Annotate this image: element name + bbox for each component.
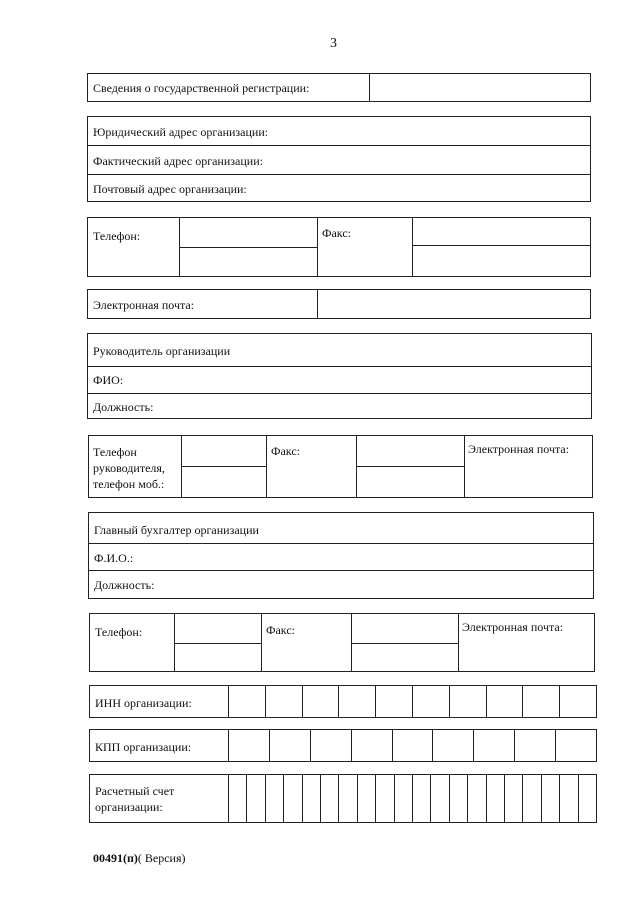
account-digit-cell-10[interactable] xyxy=(394,775,412,822)
org-phone-fax-block xyxy=(87,217,591,277)
inn-digit-cell-4[interactable] xyxy=(338,686,375,717)
org-email-label: Электронная почта: xyxy=(93,298,195,312)
account-digit-cell-15[interactable] xyxy=(486,775,504,822)
account-digit-cell-17[interactable] xyxy=(522,775,540,822)
head-phone-label: Телефон руководителя, телефон моб.: xyxy=(93,445,165,491)
inn-digit-cell-3[interactable] xyxy=(302,686,339,717)
account-digit-cell-20[interactable] xyxy=(578,775,596,822)
account-digit-cell-3[interactable] xyxy=(265,775,283,822)
account-label: Расчетный счет организации: xyxy=(95,784,175,814)
legal-address-field[interactable] xyxy=(88,117,590,145)
accountant-phone-label: Телефон: xyxy=(95,625,143,639)
org-phone-field-1[interactable] xyxy=(180,218,317,247)
head-position-label: Должность: xyxy=(93,400,154,414)
head-fax-field-2[interactable] xyxy=(357,467,464,497)
inn-row xyxy=(89,685,597,718)
org-email-field[interactable] xyxy=(318,290,590,318)
account-digit-cell-16[interactable] xyxy=(504,775,522,822)
org-phone-label: Телефон: xyxy=(93,229,141,243)
accountant-position-field[interactable] xyxy=(89,571,593,598)
account-digit-cell-1[interactable] xyxy=(228,775,246,822)
head-position-field[interactable] xyxy=(88,394,591,418)
accountant-fax-field-2[interactable] xyxy=(352,644,458,671)
kpp-label: КПП организации: xyxy=(95,740,192,754)
accountant-title: Главный бухгалтер организации xyxy=(94,523,259,537)
inn-digit-cell-6[interactable] xyxy=(412,686,449,717)
inn-digit-cell-9[interactable] xyxy=(522,686,559,717)
head-name-label: ФИО: xyxy=(93,373,124,387)
accountant-block xyxy=(88,512,594,599)
state-registration-label: Сведения о государственной регистрации: xyxy=(93,81,310,95)
inn-digit-cell-8[interactable] xyxy=(486,686,523,717)
kpp-digit-cell-2[interactable] xyxy=(269,730,310,761)
account-digit-cell-6[interactable] xyxy=(320,775,338,822)
inn-digit-cell-7[interactable] xyxy=(449,686,486,717)
form-code-number: 00491(п) xyxy=(93,851,138,865)
page-number: 3 xyxy=(330,36,337,51)
accountant-name-label: Ф.И.О.: xyxy=(94,551,134,565)
actual-address-label: Фактический адрес организации: xyxy=(93,154,263,168)
account-digit-cell-12[interactable] xyxy=(430,775,448,822)
head-fax-field-1[interactable] xyxy=(357,436,464,466)
head-email-field[interactable] xyxy=(465,436,592,497)
form-code xyxy=(93,851,186,866)
account-digit-cell-8[interactable] xyxy=(357,775,375,822)
postal-address-label: Почтовый адрес организации: xyxy=(93,182,247,196)
postal-address-field[interactable] xyxy=(88,175,590,202)
inn-digit-cell-5[interactable] xyxy=(375,686,412,717)
head-fax-label: Факс: xyxy=(271,444,300,458)
org-fax-field-1[interactable] xyxy=(413,218,590,245)
head-contacts-block xyxy=(88,435,593,498)
kpp-digit-cell-1[interactable] xyxy=(228,730,269,761)
account-digit-cell-7[interactable] xyxy=(338,775,356,822)
accountant-fax-label: Факс: xyxy=(266,623,295,637)
account-digit-cell-13[interactable] xyxy=(449,775,467,822)
inn-digit-cell-1[interactable] xyxy=(228,686,265,717)
kpp-digit-cell-8[interactable] xyxy=(514,730,555,761)
head-name-field[interactable] xyxy=(88,367,591,393)
account-digit-cell-18[interactable] xyxy=(541,775,559,822)
state-registration-row xyxy=(87,73,591,102)
account-digit-cell-14[interactable] xyxy=(467,775,485,822)
kpp-digit-cell-6[interactable] xyxy=(432,730,473,761)
head-phone-field-1[interactable] xyxy=(182,436,266,466)
accountant-contacts-block xyxy=(89,613,595,672)
account-digit-cell-9[interactable] xyxy=(375,775,393,822)
state-registration-field[interactable] xyxy=(370,74,590,101)
inn-label: ИНН организации: xyxy=(95,696,192,710)
accountant-name-field[interactable] xyxy=(89,544,593,570)
legal-address-label: Юридический адрес организации: xyxy=(93,125,269,139)
actual-address-field[interactable] xyxy=(88,146,590,174)
form-version: ( Версия) xyxy=(137,851,186,865)
account-digit-cell-4[interactable] xyxy=(283,775,301,822)
inn-digit-cell-10[interactable] xyxy=(559,686,596,717)
kpp-digit-cell-4[interactable] xyxy=(351,730,392,761)
account-digit-cell-2[interactable] xyxy=(246,775,264,822)
org-email-row xyxy=(87,289,591,319)
head-block xyxy=(87,333,592,419)
kpp-digit-cell-9[interactable] xyxy=(555,730,596,761)
account-digit-cell-19[interactable] xyxy=(559,775,577,822)
account-digit-cell-11[interactable] xyxy=(412,775,430,822)
head-title: Руководитель организации xyxy=(93,344,231,358)
kpp-row xyxy=(89,729,597,762)
accountant-email-field[interactable] xyxy=(459,614,594,671)
head-phone-field-2[interactable] xyxy=(182,467,266,497)
head-email-label: Электронная почта: xyxy=(468,442,570,456)
addresses-block xyxy=(87,116,591,202)
account-row xyxy=(89,774,597,823)
account-digit-cell-5[interactable] xyxy=(302,775,320,822)
accountant-position-label: Должность: xyxy=(94,578,155,592)
accountant-fax-field-1[interactable] xyxy=(352,614,458,643)
kpp-digit-cell-5[interactable] xyxy=(392,730,433,761)
accountant-email-label: Электронная почта: xyxy=(462,620,564,634)
kpp-digit-cell-3[interactable] xyxy=(310,730,351,761)
accountant-phone-field-2[interactable] xyxy=(175,644,261,671)
org-fax-label: Факс: xyxy=(322,226,351,240)
kpp-digit-cell-7[interactable] xyxy=(473,730,514,761)
inn-digit-cell-2[interactable] xyxy=(265,686,302,717)
org-fax-field-2[interactable] xyxy=(413,246,590,276)
accountant-phone-field-1[interactable] xyxy=(175,614,261,643)
org-phone-field-2[interactable] xyxy=(180,248,317,276)
